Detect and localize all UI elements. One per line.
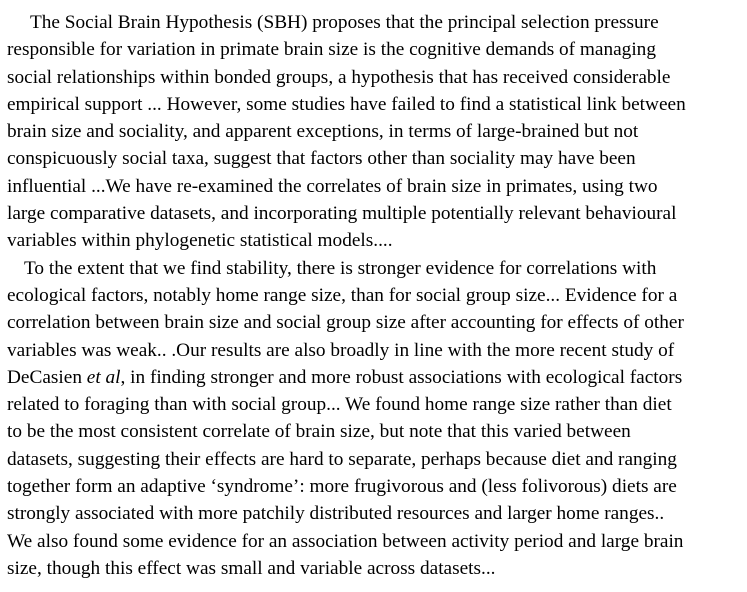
paragraph-1 (7, 9, 743, 255)
text-line: conspicuously social taxa, suggest that factors other than sociality may have been (7, 148, 636, 170)
text-line: to be the most consistent correlate of brain size, but note that this varied between (7, 421, 631, 443)
document-body (7, 9, 743, 582)
text-line: To the extent that we find stability, there is stronger evidence for correlations with (24, 257, 657, 279)
text-line: variables within phylogenetic statistical models.... (7, 230, 393, 252)
paragraph-2 (7, 255, 743, 583)
text-line: influential ...We have re-examined the correlates of brain size in primates, using two (7, 175, 658, 197)
text-segment: DeCasien (7, 366, 87, 388)
text-line: together form an adaptive ‘syndrome’: more frugivorous and (less folivorous) diets are (7, 476, 677, 498)
text-line: ecological factors, notably home range size, than for social group size... Evidence for a (7, 284, 678, 306)
text-line: brain size and sociality, and apparent exceptions, in terms of large-brained but not (7, 121, 639, 143)
text-line: social relationships within bonded groups, a hypothesis that has received considerable (7, 66, 671, 88)
text-line: The Social Brain Hypothesis (SBH) proposes that the principal selection pressure (30, 12, 659, 33)
text-line: variables was weak.. .Our results are also broadly in line with the more recent study of (7, 339, 675, 361)
text-line: size, though this effect was small and variable across datasets... (7, 557, 496, 579)
text-line-with-italic (7, 364, 743, 391)
text-line: correlation between brain size and social group size after accounting for effects of other (7, 312, 684, 334)
text-line: strongly associated with more patchily distributed resources and larger home ranges.. (7, 503, 665, 525)
italic-citation: et al (86, 366, 121, 388)
text-line: related to foraging than with social group... We found home range size rather than diet (7, 394, 672, 416)
text-line: We also found some evidence for an association between activity period and large brain (7, 530, 684, 552)
text-line: empirical support ... However, some studies have failed to find a statistical link between (7, 93, 686, 115)
text-segment: , in finding stronger and more robust associations with ecological factors (120, 366, 683, 388)
text-line: datasets, suggesting their effects are hard to separate, perhaps because diet and ranging (7, 448, 677, 470)
text-line: large comparative datasets, and incorporating multiple potentially relevant behavioural (7, 203, 677, 225)
text-line: responsible for variation in primate brain size is the cognitive demands of managing (7, 39, 656, 61)
